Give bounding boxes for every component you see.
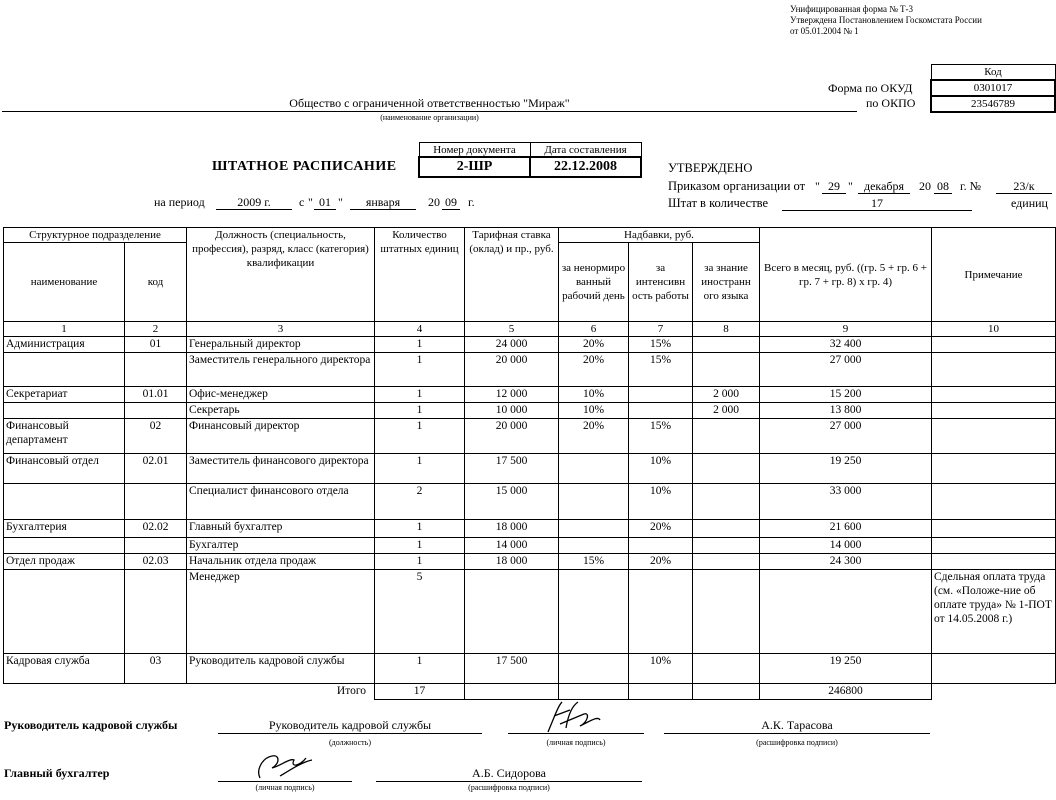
cell-unit: Финансовый отдел xyxy=(4,454,125,484)
cell-a6: 20% xyxy=(559,353,629,387)
cell-position: Генеральный директор xyxy=(187,337,375,353)
col-num: 6 xyxy=(559,322,629,337)
cell-position: Заместитель генерального директора xyxy=(187,353,375,387)
cell-a8: 2 000 xyxy=(693,387,760,403)
cell-qty: 1 xyxy=(375,337,465,353)
staff-count: 17 xyxy=(782,196,972,211)
cell-unit: Администрация xyxy=(4,337,125,353)
staff-unit: единиц xyxy=(1011,196,1048,210)
header-note: Примечание xyxy=(932,228,1056,322)
hr-decoding-caption: (расшифровка подписи) xyxy=(756,738,838,747)
cell-qty: 5 xyxy=(375,570,465,654)
header-unit-code: код xyxy=(125,243,187,322)
table-row xyxy=(4,554,1056,570)
hr-signature-caption: (личная подпись) xyxy=(546,738,606,747)
cell-position: Заместитель финансового директора xyxy=(187,454,375,484)
cell-qty: 1 xyxy=(375,419,465,454)
cell-a7: 15% xyxy=(629,353,693,387)
cell-position: Главный бухгалтер xyxy=(187,520,375,538)
form-approved-line: Утверждена Постановлением Госкомстата России xyxy=(790,15,982,25)
cell-note xyxy=(932,654,1056,684)
organization-caption: (наименование организации) xyxy=(380,113,479,122)
cell-code: 02.03 xyxy=(125,554,187,570)
cell-note xyxy=(932,403,1056,419)
okpo-label: по ОКПО xyxy=(866,96,916,110)
cell-a8 xyxy=(693,554,760,570)
chief-acc-decoding-caption: (расшифровка подписи) xyxy=(468,783,550,792)
approval-year-prefix: 20 xyxy=(919,179,931,193)
cell-rate: 18 000 xyxy=(465,520,559,538)
table-row xyxy=(4,337,1056,353)
total-qty: 17 xyxy=(375,684,465,700)
header-position: Должность (специальность, профессия), разряд, класс (категория) квалификации xyxy=(187,228,375,322)
period-year-suffix: 09 xyxy=(442,195,460,210)
cell-rate: 17 500 xyxy=(465,454,559,484)
period-year-end: г. xyxy=(468,195,475,209)
cell-code xyxy=(125,403,187,419)
cell-a8 xyxy=(693,337,760,353)
cell-unit xyxy=(4,353,125,387)
total-empty xyxy=(932,684,1056,700)
cell-note xyxy=(932,554,1056,570)
codes-table xyxy=(930,64,1056,113)
cell-total: 19 250 xyxy=(760,454,932,484)
cell-rate xyxy=(465,570,559,654)
cell-a6: 15% xyxy=(559,554,629,570)
cell-a8 xyxy=(693,570,760,654)
col-num: 2 xyxy=(125,322,187,337)
header-structural-unit: Структурное подразделение xyxy=(4,228,187,243)
col-num: 5 xyxy=(465,322,559,337)
chief-acc-signature-icon xyxy=(250,748,320,784)
cell-qty: 1 xyxy=(375,353,465,387)
cell-a6 xyxy=(559,538,629,554)
chief-acc-name: А.Б. Сидорова xyxy=(376,766,642,782)
cell-note xyxy=(932,484,1056,520)
cell-total: 19 250 xyxy=(760,654,932,684)
code-header: Код xyxy=(931,65,1055,81)
form-number-line: Унифицированная форма № Т-3 xyxy=(790,4,914,14)
period-month: января xyxy=(350,195,416,210)
table-row xyxy=(4,538,1056,554)
cell-a8 xyxy=(693,419,760,454)
cell-note xyxy=(932,337,1056,353)
cell-a7: 10% xyxy=(629,654,693,684)
okpo-value: 23546789 xyxy=(931,96,1055,112)
col-num: 10 xyxy=(932,322,1056,337)
cell-a7 xyxy=(629,570,693,654)
cell-note: Сдельная оплата труда (см. «Положе-ние об оплате труда» № 1-ПОТ от 14.05.2008 г.) xyxy=(932,570,1056,654)
cell-position: Менеджер xyxy=(187,570,375,654)
hr-head-name: А.К. Тарасова xyxy=(664,718,930,734)
cell-unit: Отдел продаж xyxy=(4,554,125,570)
okud-value: 0301017 xyxy=(931,80,1055,96)
cell-note xyxy=(932,353,1056,387)
table-row xyxy=(4,520,1056,538)
header-unit-name: наименование xyxy=(4,243,125,322)
cell-a7 xyxy=(629,538,693,554)
table-row xyxy=(4,419,1056,454)
cell-total: 27 000 xyxy=(760,353,932,387)
total-label: Итого xyxy=(4,684,375,700)
table-row xyxy=(4,654,1056,684)
cell-code xyxy=(125,570,187,654)
document-number-table xyxy=(418,142,642,178)
cell-position: Секретарь xyxy=(187,403,375,419)
cell-total: 15 200 xyxy=(760,387,932,403)
col-num: 9 xyxy=(760,322,932,337)
cell-code: 03 xyxy=(125,654,187,684)
table-row xyxy=(4,484,1056,520)
cell-a7 xyxy=(629,403,693,419)
cell-code xyxy=(125,484,187,520)
cell-a8 xyxy=(693,520,760,538)
cell-code: 02.02 xyxy=(125,520,187,538)
staffing-table xyxy=(3,227,1056,700)
cell-qty: 1 xyxy=(375,403,465,419)
cell-a8 xyxy=(693,454,760,484)
cell-unit xyxy=(4,570,125,654)
cell-a6 xyxy=(559,520,629,538)
cell-a6: 20% xyxy=(559,337,629,353)
cell-position: Специалист финансового отдела xyxy=(187,484,375,520)
cell-a6: 10% xyxy=(559,403,629,419)
cell-position: Бухгалтер xyxy=(187,538,375,554)
cell-code: 01.01 xyxy=(125,387,187,403)
cell-position: Начальник отдела продаж xyxy=(187,554,375,570)
cell-unit xyxy=(4,538,125,554)
cell-unit: Финансовый департамент xyxy=(4,419,125,454)
table-row xyxy=(4,570,1056,654)
header-staff-units: Количество штатных единиц xyxy=(375,228,465,322)
table-row xyxy=(4,387,1056,403)
form-date-line: от 05.01.2004 № 1 xyxy=(790,26,859,36)
organization-name: Общество с ограниченной ответственностью "Мираж" xyxy=(2,96,857,112)
header-allow-irregular: за ненормиро ванный рабочий день xyxy=(559,243,629,322)
chief-acc-signature-caption: (личная подпись) xyxy=(255,783,315,792)
total-empty xyxy=(629,684,693,700)
cell-rate: 12 000 xyxy=(465,387,559,403)
hr-head-label: Руководитель кадровой службы xyxy=(4,718,178,732)
cell-total: 13 800 xyxy=(760,403,932,419)
doc-date: 22.12.2008 xyxy=(530,157,641,177)
hr-position-caption: (должность) xyxy=(329,738,371,747)
cell-code: 02.01 xyxy=(125,454,187,484)
cell-unit: Кадровая служба xyxy=(4,654,125,684)
cell-qty: 1 xyxy=(375,387,465,403)
cell-a7 xyxy=(629,387,693,403)
cell-a7: 10% xyxy=(629,484,693,520)
cell-total: 21 600 xyxy=(760,520,932,538)
col-num: 8 xyxy=(693,322,760,337)
cell-a6: 20% xyxy=(559,419,629,454)
cell-a8 xyxy=(693,353,760,387)
cell-note xyxy=(932,387,1056,403)
cell-total: 32 400 xyxy=(760,337,932,353)
cell-code xyxy=(125,538,187,554)
approval-title: УТВЕРЖДЕНО xyxy=(668,161,753,175)
cell-total: 33 000 xyxy=(760,484,932,520)
cell-a7: 20% xyxy=(629,520,693,538)
approval-year-end: г. № xyxy=(960,179,982,193)
hr-head-position: Руководитель кадровой службы xyxy=(218,718,482,734)
table-row xyxy=(4,403,1056,419)
staff-count-label: Штат в количестве xyxy=(668,196,769,210)
approval-month: декабря xyxy=(858,179,910,194)
total-sum: 246800 xyxy=(760,684,932,700)
cell-a7: 20% xyxy=(629,554,693,570)
doc-number-label: Номер документа xyxy=(419,143,530,158)
cell-a7: 15% xyxy=(629,419,693,454)
cell-qty: 1 xyxy=(375,654,465,684)
cell-total: 24 300 xyxy=(760,554,932,570)
table-row xyxy=(4,454,1056,484)
cell-rate: 18 000 xyxy=(465,554,559,570)
total-row xyxy=(4,684,1056,700)
cell-a7: 15% xyxy=(629,337,693,353)
cell-code: 02 xyxy=(125,419,187,454)
cell-a8 xyxy=(693,484,760,520)
cell-a8: 2 000 xyxy=(693,403,760,419)
col-num: 4 xyxy=(375,322,465,337)
cell-qty: 1 xyxy=(375,554,465,570)
approval-order-label: Приказом организации от xyxy=(668,179,806,193)
header-allowances: Надбавки, руб. xyxy=(559,228,760,243)
cell-qty: 1 xyxy=(375,520,465,538)
cell-rate: 20 000 xyxy=(465,419,559,454)
doc-number: 2-ШР xyxy=(419,157,530,177)
cell-a6 xyxy=(559,454,629,484)
cell-total: 14 000 xyxy=(760,538,932,554)
cell-unit xyxy=(4,484,125,520)
cell-total: 27 000 xyxy=(760,419,932,454)
cell-a6 xyxy=(559,654,629,684)
col-num: 7 xyxy=(629,322,693,337)
cell-position: Офис-менеджер xyxy=(187,387,375,403)
cell-total xyxy=(760,570,932,654)
cell-note xyxy=(932,538,1056,554)
hr-head-signature-icon xyxy=(540,698,610,738)
approval-day: 29 xyxy=(822,179,846,194)
cell-code xyxy=(125,353,187,387)
cell-qty: 1 xyxy=(375,454,465,484)
period-years: 2009 г. xyxy=(216,195,292,210)
document-title: ШТАТНОЕ РАСПИСАНИЕ xyxy=(212,159,397,174)
cell-a8 xyxy=(693,538,760,554)
doc-date-label: Дата составления xyxy=(530,143,641,158)
cell-position: Финансовый директор xyxy=(187,419,375,454)
cell-a6 xyxy=(559,570,629,654)
cell-note xyxy=(932,520,1056,538)
table-row xyxy=(4,353,1056,387)
cell-rate: 10 000 xyxy=(465,403,559,419)
approval-year-suffix: 08 xyxy=(934,179,952,194)
col-num: 3 xyxy=(187,322,375,337)
cell-rate: 14 000 xyxy=(465,538,559,554)
cell-rate: 15 000 xyxy=(465,484,559,520)
period-label: на период xyxy=(154,195,205,209)
cell-unit: Бухгалтерия xyxy=(4,520,125,538)
cell-qty: 2 xyxy=(375,484,465,520)
header-tariff: Тарифная ставка (оклад) и пр., руб. xyxy=(465,228,559,322)
cell-position: Руководитель кадровой службы xyxy=(187,654,375,684)
cell-unit xyxy=(4,403,125,419)
header-allow-language: за знание иностранн ого языка xyxy=(693,243,760,322)
total-empty xyxy=(693,684,760,700)
cell-rate: 20 000 xyxy=(465,353,559,387)
okud-label: Форма по ОКУД xyxy=(828,81,913,95)
header-total-month: Всего в месяц, руб. ((гр. 5 + гр. 6 + гр. 7 + гр. 8) х гр. 4) xyxy=(760,228,932,322)
column-numbers-row xyxy=(4,322,1056,337)
cell-a7: 10% xyxy=(629,454,693,484)
chief-acc-label: Главный бухгалтер xyxy=(4,766,110,780)
cell-a8 xyxy=(693,654,760,684)
period-day: 01 xyxy=(314,195,336,210)
cell-unit: Секретариат xyxy=(4,387,125,403)
col-num: 1 xyxy=(4,322,125,337)
period-year-prefix: 20 xyxy=(428,195,440,209)
cell-qty: 1 xyxy=(375,538,465,554)
approval-number: 23/к xyxy=(996,179,1052,194)
cell-a6: 10% xyxy=(559,387,629,403)
cell-rate: 17 500 xyxy=(465,654,559,684)
cell-note xyxy=(932,454,1056,484)
cell-rate: 24 000 xyxy=(465,337,559,353)
cell-a6 xyxy=(559,484,629,520)
header-allow-intensity: за интенсивн ость работы xyxy=(629,243,693,322)
form-approval-note xyxy=(790,4,1050,37)
cell-note xyxy=(932,419,1056,454)
period-from-label: с xyxy=(299,195,305,209)
cell-code: 01 xyxy=(125,337,187,353)
